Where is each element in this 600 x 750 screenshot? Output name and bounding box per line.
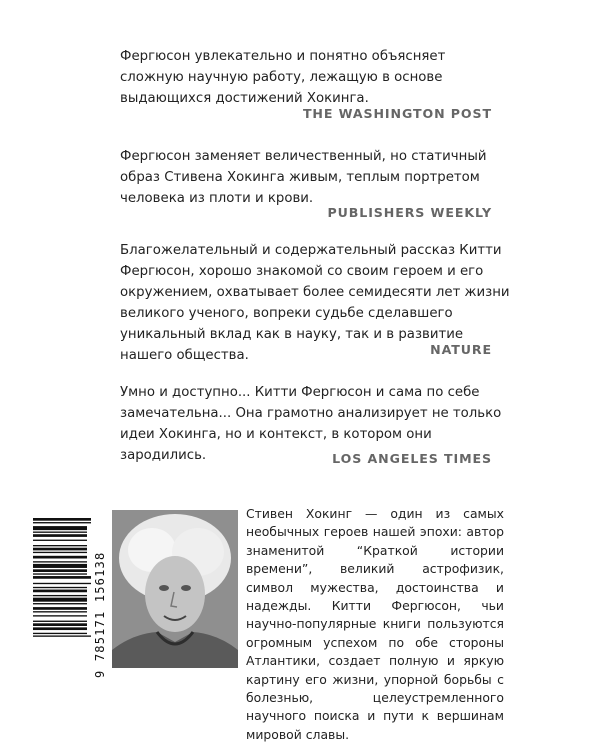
barcode-bar	[33, 569, 87, 572]
review-1	[120, 46, 510, 109]
barcode-bar	[33, 607, 87, 610]
review-4-text: Умно и доступно... Китти Фергюсон и сама по себе замечательна... Она грамотно анализирует не только идеи Хокинга, но и контекст, в котором они зародились.	[120, 385, 502, 463]
barcode-bar	[33, 615, 87, 616]
barcode-bar	[33, 633, 87, 634]
barcode-bar	[33, 534, 87, 537]
review-3-text: Благожелательный и содержательный рассказ Китти Фергюсон, хорошо знакомой со своим героем и его окружением, охватывает более семидесяти лет жизни великого ученого, вопреки судьбе сделавшего уникальный вклад как в науку, так и в развитие нашего общества.	[120, 243, 510, 363]
barcode-bar	[33, 518, 91, 521]
barcode-bar	[33, 552, 87, 553]
barcode-bar	[33, 526, 87, 530]
barcode-bar	[33, 548, 87, 551]
review-4-source: LOS ANGELES TIMES	[332, 451, 492, 466]
review-2-text: Фергюсон заменяет величественный, но статичный образ Стивена Хокинга живым, теплым портретом человека из плоти и крови.	[120, 149, 487, 206]
review-1-text: Фергюсон увлекательно и понятно объясняет сложную научную работу, лежащую в основе выдающихся достижений Хокинга.	[120, 49, 446, 106]
author-photo	[112, 510, 238, 668]
barcode-bar	[33, 564, 87, 568]
barcode-bar	[33, 611, 87, 612]
barcode-bar	[33, 595, 87, 596]
review-3-source: NATURE	[430, 342, 492, 357]
barcode-bar	[33, 627, 87, 630]
author-bio: Стивен Хокинг — один из самых необычных героев нашей эпохи: автор знаменитой “Краткой истории времени”, великий астрофизик, символ мужества, достоинства и надежды. Китти Фергюсон, чьи научно-популярные книги пользуются огромным успехом по обе стороны Атлантики, создает полную и яркую картину его жизни, упорной борьбы с болезнью, целеустремленного научного поиска и пути к вершинам мировой славы.	[246, 506, 504, 742]
barcode-bar	[33, 587, 87, 588]
review-2	[120, 146, 510, 209]
author-photo-drawing	[112, 510, 238, 668]
barcode-bar	[33, 540, 87, 541]
barcode-bar	[33, 621, 87, 622]
barcode-bar	[33, 576, 91, 579]
barcode-bar	[33, 522, 91, 523]
barcode-bar	[33, 623, 87, 626]
barcode-bar	[33, 573, 87, 574]
barcode-digits: 9 785171 156138	[93, 551, 107, 678]
review-1-source: THE WASHINGTON POST	[302, 106, 492, 121]
barcode-bar	[33, 598, 87, 602]
barcode-bar	[33, 603, 87, 604]
review-2-source: PUBLISHERS WEEKLY	[327, 205, 492, 220]
barcode-bar	[33, 583, 91, 584]
barcode-bar	[33, 561, 87, 562]
barcode-bar	[33, 532, 87, 533]
barcode-bar	[33, 556, 87, 559]
barcode-bar	[33, 590, 87, 593]
barcode-bar	[33, 635, 91, 636]
barcode-bar	[33, 545, 87, 546]
